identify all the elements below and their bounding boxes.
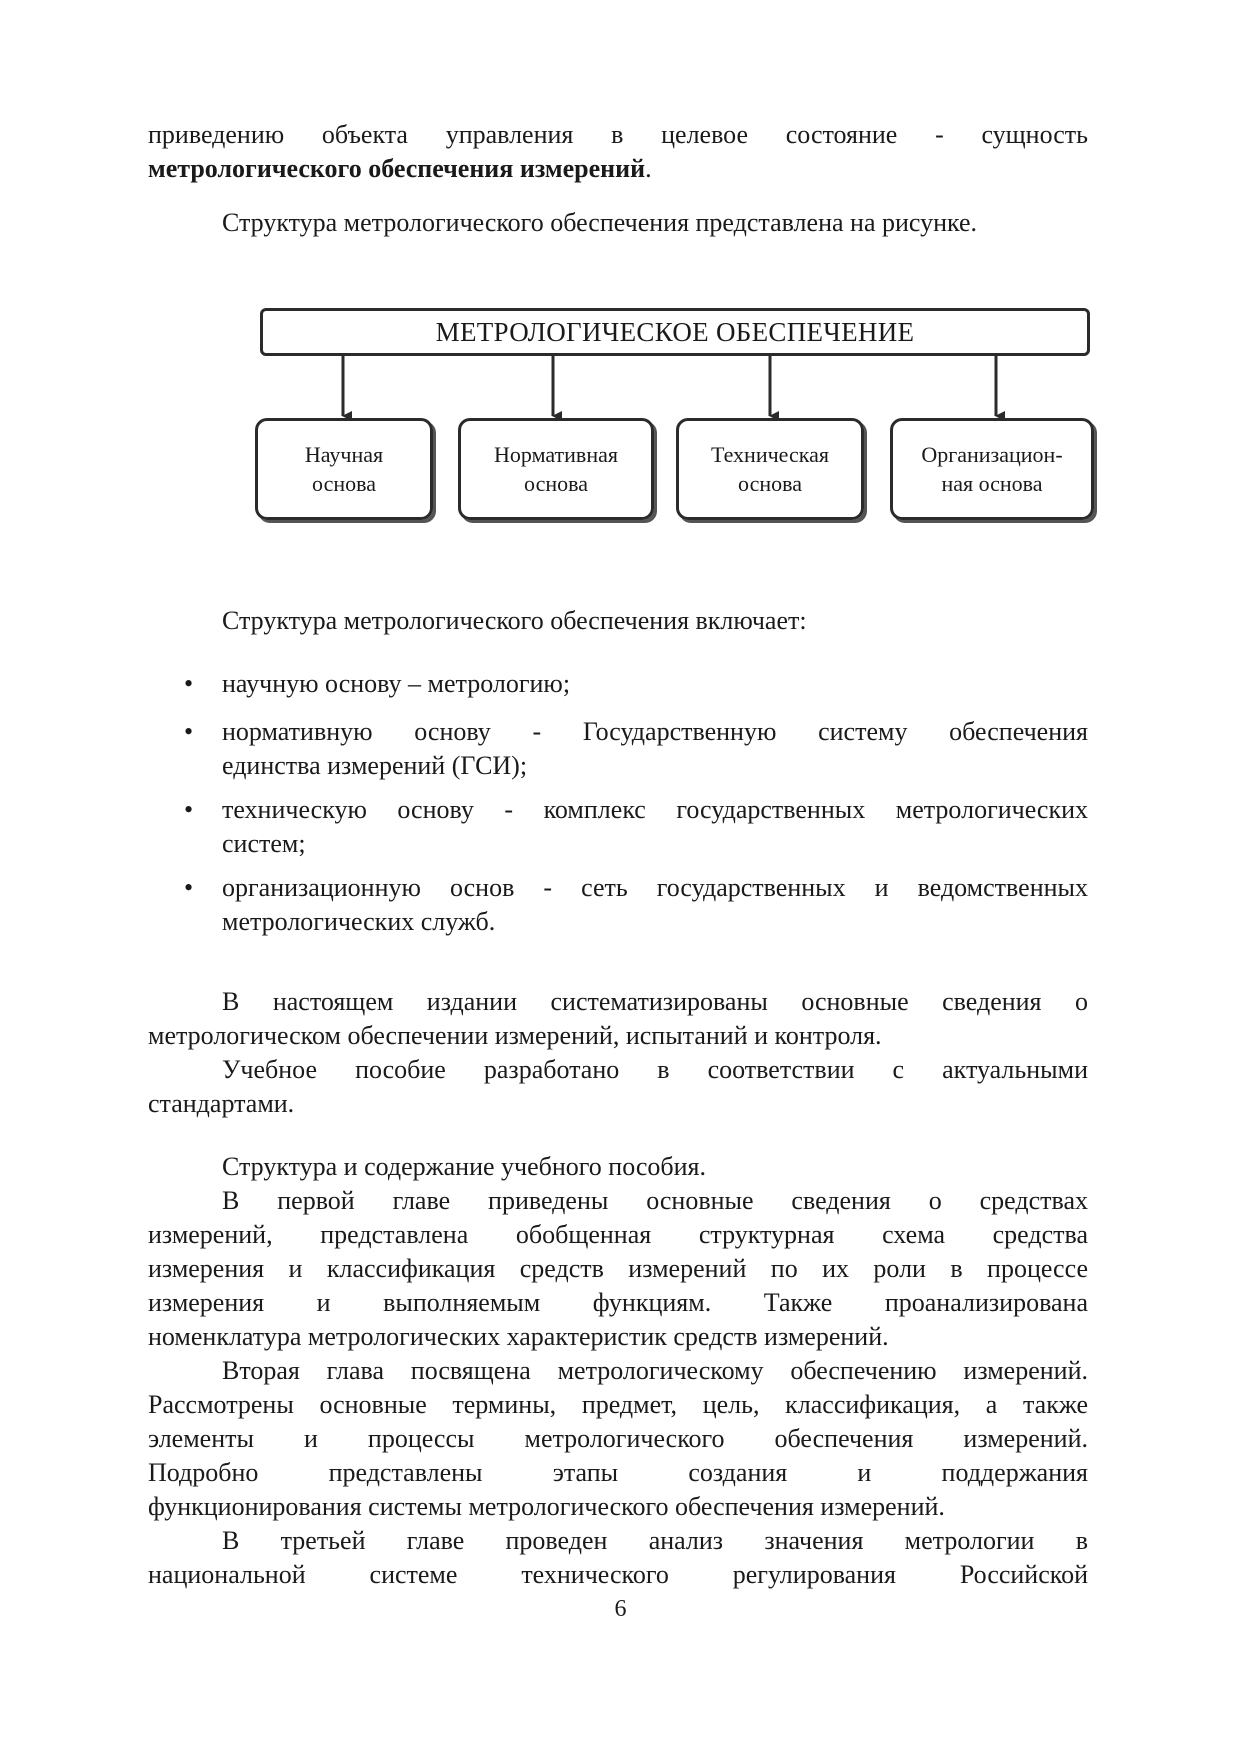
structure-content-line-5: измерения и выполняемым функциям. Также проанализирована bbox=[148, 1288, 1088, 1317]
box-3-line-2: основа bbox=[738, 471, 802, 496]
bullet-4-line-2: метрологических служб. bbox=[222, 907, 496, 936]
box-organizational-basis bbox=[890, 418, 1094, 520]
edition-line-2: метрологическом обеспечении измерений, испытаний и контроля. bbox=[148, 1021, 882, 1050]
bullet-3-line-1: техническую основу - комплекс государственных метрологических bbox=[222, 795, 1088, 824]
structure-content-line-10: Подробно представлены этапы создания и поддержания bbox=[148, 1458, 1088, 1487]
structure-content-line-4: измерения и классификация средств измерений по их роли в процессе bbox=[148, 1254, 1088, 1283]
bullet-3-line-2: систем; bbox=[222, 829, 306, 858]
structure-content-line-3: измерений, представлена обобщенная структурная схема средства bbox=[148, 1220, 1088, 1249]
structure-content-line-6: номенклатура метрологических характеристик средств измерений. bbox=[148, 1322, 889, 1351]
structure-content-line-12: В третьей главе проведен анализ значения метрологии в bbox=[222, 1526, 1088, 1555]
intro-line-1: приведению объекта управления в целевое состояние - сущность bbox=[148, 120, 1088, 149]
box-2-line-2: основа bbox=[524, 471, 588, 496]
intro-paragraph bbox=[148, 118, 1088, 186]
includes-heading-paragraph bbox=[148, 604, 1088, 638]
bullet-dot-icon: • bbox=[184, 873, 194, 902]
box-1-line-2: основа bbox=[312, 471, 376, 496]
structure-content-line-9: элементы и процессы метрологического обеспечения измерений. bbox=[148, 1424, 1088, 1453]
box-scientific-basis bbox=[255, 418, 433, 520]
edition-paragraph bbox=[148, 985, 1088, 1121]
structure-content-line-2: В первой главе приведены основные сведения о средствах bbox=[222, 1186, 1088, 1215]
intro-period: . bbox=[645, 154, 652, 183]
structure-content-line-13: национальной системе технического регулирования Российской bbox=[148, 1560, 1088, 1589]
bullet-dot-icon: • bbox=[184, 795, 194, 824]
structure-intro-paragraph bbox=[148, 206, 1088, 240]
structure-content-line-11: функционирования системы метрологического обеспечения измерений. bbox=[148, 1492, 945, 1521]
edition-line-3: Учебное пособие разработано в соответствии с актуальными bbox=[222, 1055, 1088, 1084]
intro-bold-term: метрологического обеспечения измерений bbox=[148, 154, 646, 183]
bullet-dot-icon: • bbox=[184, 717, 194, 746]
box-4-line-1: Организацион- bbox=[921, 442, 1063, 467]
includes-heading: Структура метрологического обеспечения включает: bbox=[222, 606, 807, 635]
bullet-2-line-1: нормативную основу - Государственную систему обеспечения bbox=[222, 717, 1088, 746]
structure-content-line-1: Структура и содержание учебного пособия. bbox=[222, 1152, 707, 1181]
box-2-line-1: Нормативная bbox=[494, 442, 618, 467]
box-3-line-1: Техническая bbox=[710, 442, 829, 467]
diagram-title-box: МЕТРОЛОГИЧЕСКОЕ ОБЕСПЕЧЕНИЕ bbox=[260, 308, 1090, 356]
structure-content-line-8: Рассмотрены основные термины, предмет, цель, классификация, а также bbox=[148, 1390, 1088, 1419]
bullet-dot-icon: • bbox=[184, 669, 194, 698]
bullet-4-line-1: организационную основ - сеть государственных и ведомственных bbox=[222, 873, 1088, 902]
bullet-2-line-2: единства измерений (ГСИ); bbox=[222, 751, 528, 780]
edition-line-4: стандартами. bbox=[148, 1089, 295, 1118]
metrology-structure-diagram bbox=[250, 300, 1100, 530]
box-normative-basis bbox=[458, 418, 654, 520]
box-1-line-1: Научная bbox=[304, 442, 384, 467]
bullet-1-line-1: научную основу – метрологию; bbox=[222, 669, 571, 698]
page-number: 6 bbox=[614, 1596, 627, 1622]
intro-line-2 bbox=[148, 152, 1088, 186]
structure-intro-line: Структура метрологического обеспечения представлена на рисунке. bbox=[222, 208, 978, 237]
box-4-line-2: ная основа bbox=[941, 471, 1043, 496]
edition-line-1: В настоящем издании систематизированы основные сведения о bbox=[222, 987, 1088, 1016]
structure-content-line-7: Вторая глава посвящена метрологическому обеспечению измерений. bbox=[222, 1356, 1088, 1385]
structure-content-paragraph bbox=[148, 1150, 1088, 1592]
box-technical-basis bbox=[676, 418, 864, 520]
